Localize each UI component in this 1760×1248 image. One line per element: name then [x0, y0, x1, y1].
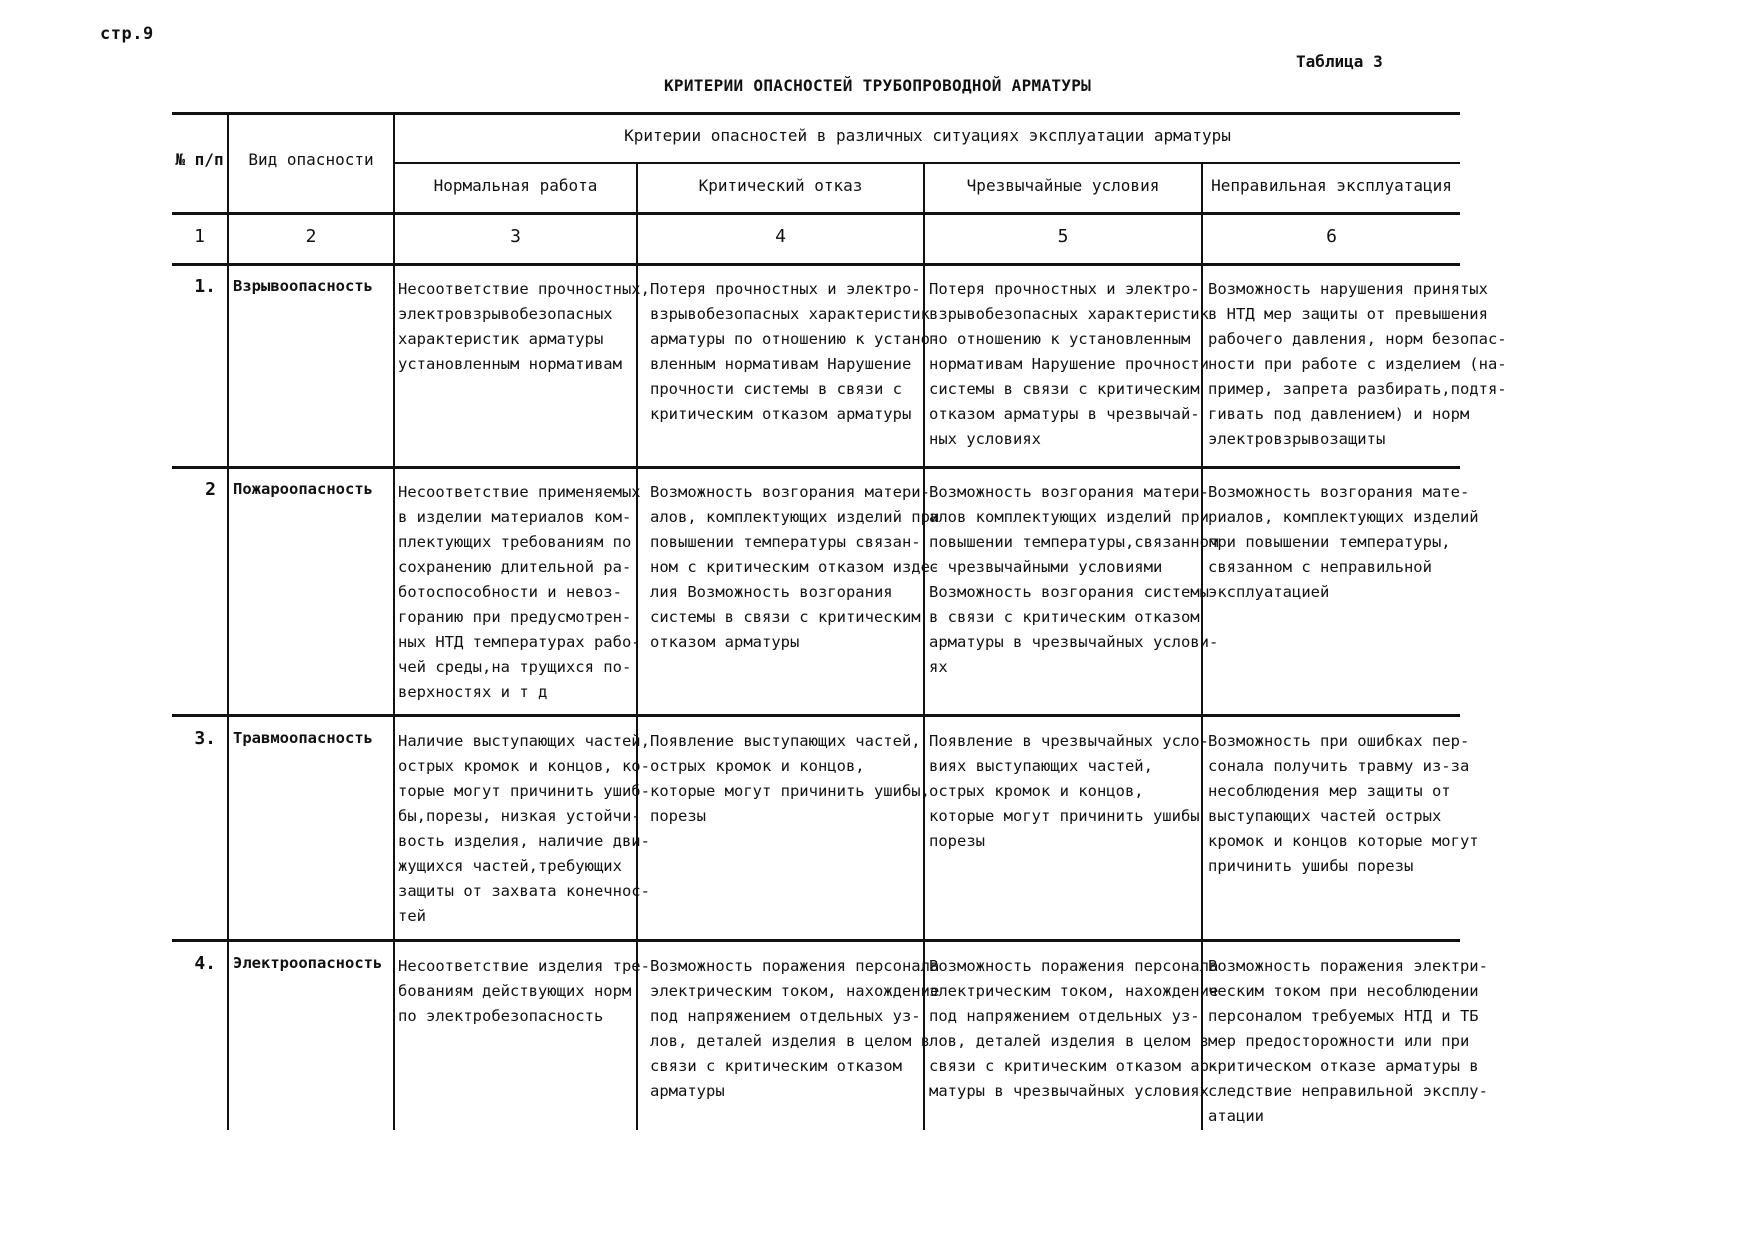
rule-index-bottom [172, 263, 1460, 266]
document-title: КРИТЕРИИ ОПАСНОСТЕЙ ТРУБОПРОВОДНОЙ АРМАТУРЫ [664, 76, 1092, 95]
cell-failure: Возможность возгорания матери- алов, комплектующих изделий при повышении температуры связан- ном с критическим отказом изде- лия Возможность возгорания системы в связи с критическим отказом арматуры [650, 483, 940, 651]
rule-row1-bottom [172, 466, 1460, 469]
cell-failure: Появление выступающих частей, острых кромок и концов, которые могут причинить ушибы, порезы [650, 732, 930, 825]
cell-failure: Возможность поражения персонала электрическим током, нахождение под напряжением отдельных уз- лов, деталей изделия в целом в связи с критическим отказом арматуры [650, 957, 940, 1100]
hazard-type: Электроопасность [233, 954, 383, 972]
hazard-type: Взрывоопасность [233, 277, 373, 295]
cell-normal: Наличие выступающих частей, острых кромок и концов, ко- торые могут причинить ушиб- бы,порезы, низкая устойчи- вость изделия, наличие дви- жущихся частей,требующих защиты от захвата конечнос- тей [398, 732, 650, 925]
header-num: № п/п [175, 150, 224, 169]
index-4: 4 [775, 226, 786, 247]
header-criteria-group: Критерии опасностей в различных ситуациях эксплуатации арматуры [624, 126, 1231, 145]
cell-misuse: Возможность при ошибках пер- сонала получить травму из-за несоблюдения мер защиты от выступающих частей острых кромок и концов которые могут причинить ушибы порезы [1208, 732, 1479, 875]
rule-group [394, 162, 1460, 164]
cell-normal: Несоответствие применяемых в изделии материалов ком- плектующих требованиям по сохранению длительной ра- ботоспособности и невоз- горанию при предусмотрен- ных НТД температурах рабо- чей среды,на трущихся по- верхностях и т д [398, 483, 641, 701]
col-line-2 [393, 114, 395, 1130]
header-misuse: Неправильная эксплуатация [1211, 176, 1452, 195]
cell-emergency: Возможность поражения персонала электрическим током, нахождение под напряжением отдельных уз- лов, деталей изделия в целом в связи с критическим отказом ар- матуры в чрезвычайных условиях [929, 957, 1219, 1100]
header-hazard-type: Вид опасности [248, 150, 374, 169]
cell-emergency: Потеря прочностных и электро- взрывобезопасных характеристик по отношению к установленным нормативам Нарушение прочности системы в связи с критическим отказом арматуры в чрезвычай- ных условиях [929, 280, 1209, 448]
index-2: 2 [305, 226, 317, 247]
hazard-type: Пожароопасность [233, 480, 373, 498]
cell-misuse: Возможность нарушения принятых в НТД мер защиты от превышения рабочего давления, норм безопас- ности при работе с изделием (на- пример, запрета разбирать,подтя- гивать под давлением) и норм электровзрывозащиты [1208, 280, 1507, 448]
col-line-1 [227, 114, 229, 1130]
rule-row3-bottom [172, 939, 1460, 942]
header-normal: Нормальная работа [433, 176, 598, 195]
rule-header-bottom [172, 212, 1460, 215]
cell-emergency: Возможность возгорания матери- алов комплектующих изделий при повышении температуры,связанном с чрезвычайными условиями Возможность возгорания системы в связи с критическим отказом арматуры в чрезвычайных услови- ях [929, 483, 1219, 676]
row-number: 3. [194, 728, 216, 749]
index-6: 6 [1326, 226, 1337, 247]
header-emergency: Чрезвычайные условия [966, 176, 1160, 195]
cell-misuse: Возможность поражения электри- ческим током при несоблюдении персоналом требуемых НТД и ТБ мер предосторожности или при критическом отказе арматуры в следствие неправильной эксплу- атации [1208, 957, 1488, 1125]
rule-top [172, 112, 1460, 115]
row-number: 1. [194, 276, 216, 297]
page-number: стр.9 [100, 24, 154, 44]
index-1: 1 [194, 226, 205, 247]
cell-misuse: Возможность возгорания мате- риалов, комплектующих изделий при повышении температуры, связанном с неправильной эксплуатацией [1208, 483, 1479, 601]
cell-emergency: Появление в чрезвычайных усло- виях выступающих частей, острых кромок и концов, которые могут причинить ушибы порезы [929, 732, 1209, 850]
table-label: Таблица 3 [1296, 52, 1383, 71]
cell-normal: Несоответствие прочностных, электровзрывобезопасных характеристик арматуры установленным нормативам [398, 280, 650, 373]
row-number: 2 [205, 479, 216, 500]
cell-failure: Потеря прочностных и электро- взрывобезопасных характеристик арматуры по отношению к устано- вленным нормативам Нарушение прочности системы в связи с критическим отказом арматуры [650, 280, 940, 423]
index-3: 3 [510, 226, 521, 247]
row-number: 4. [194, 953, 216, 974]
rule-row2-bottom [172, 714, 1460, 717]
index-5: 5 [1057, 226, 1069, 247]
header-failure: Критический отказ [698, 176, 863, 195]
hazard-type: Травмоопасность [233, 729, 373, 747]
cell-normal: Несоответствие изделия тре- бованиям действующих норм по электробезопасность [398, 957, 650, 1025]
